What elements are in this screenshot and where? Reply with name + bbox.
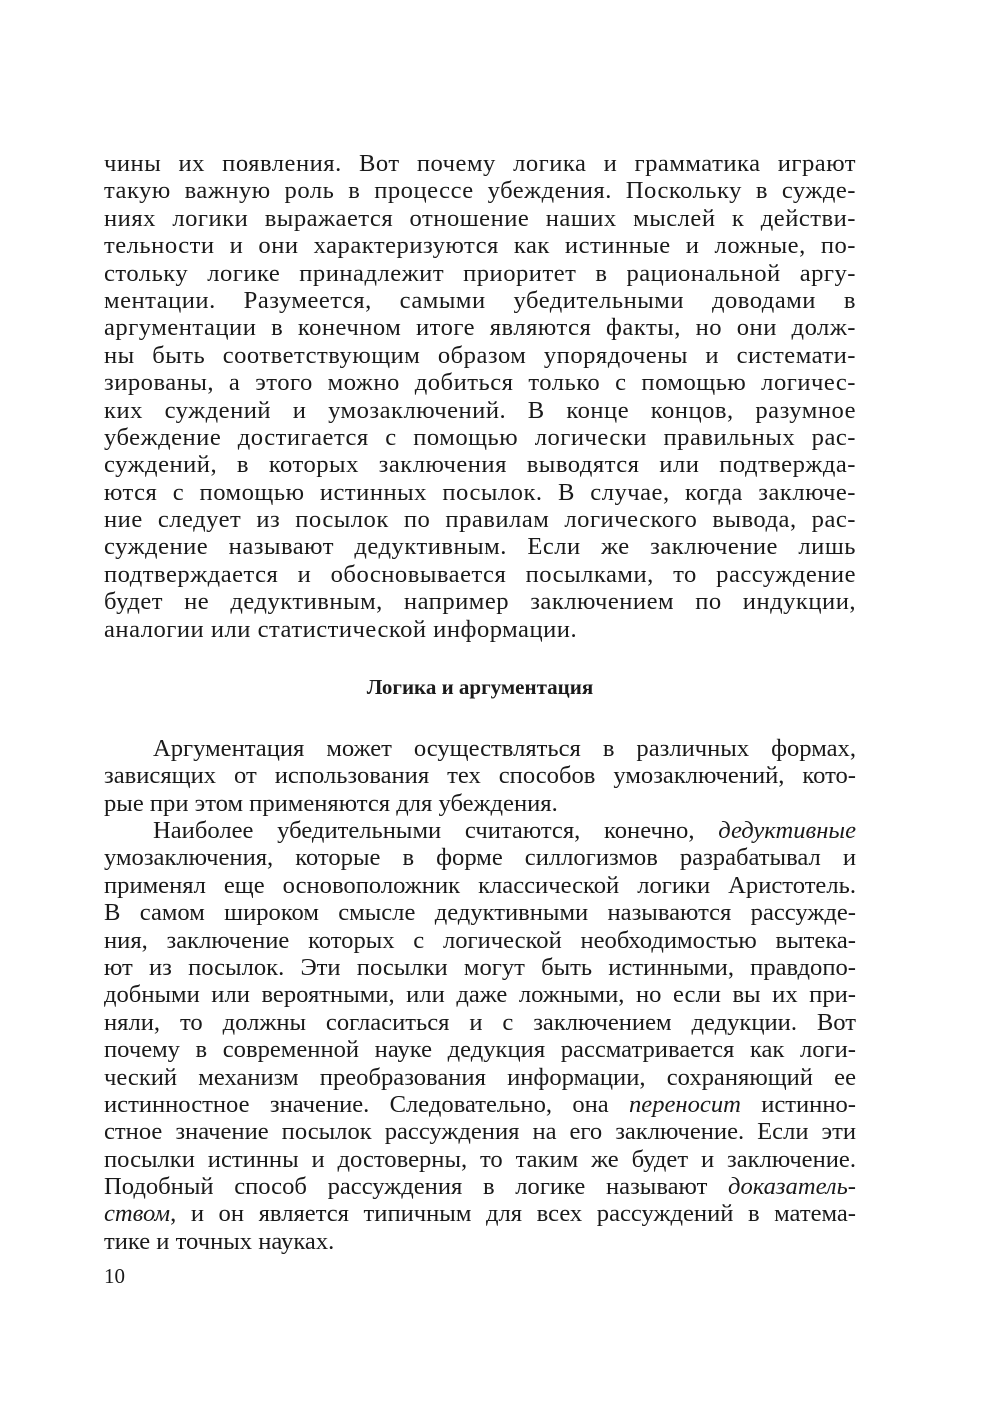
text-line: Аргументация может осуществляться в различных формах, xyxy=(153,735,856,762)
text-line: суждений, в которых заключения выводятся или подтвержда- xyxy=(104,451,856,479)
text-line: тельности и они характеризуются как истинные и ложные, по- xyxy=(104,232,856,260)
text-line: стольку логике принадлежит приоритет в рациональной аргу- xyxy=(104,259,856,287)
text-line: ние следует из посылок по правилам логического вывода, рас- xyxy=(104,506,856,534)
text-line: аргументации в конечном итоге являются факты, но они долж- xyxy=(104,314,856,342)
text-line: ментации. Разумеется, самыми убедительными доводами в xyxy=(104,286,856,314)
text-run: истинностное значение. Следовательно, она xyxy=(104,1090,629,1118)
italic-term: переносит xyxy=(629,1090,741,1118)
text-line: ются с помощью истинных посылок. В случае, когда заключе- xyxy=(104,478,856,506)
text-line: аналогии или статистической информации. xyxy=(104,615,578,643)
text-line: будет не дедуктивным, например заключением по индукции, xyxy=(104,588,856,616)
italic-term: доказатель- xyxy=(728,1173,856,1201)
text-line: убеждение достигается с помощью логически правильных рас- xyxy=(104,423,856,451)
text-line: ния, заключение которых с логической необходимостью вытека- xyxy=(104,926,856,954)
text-line: ческий механизм преобразования информации, сохраняющий ее xyxy=(104,1063,856,1091)
text-line: В самом широком смысле дедуктивными называются рассужде- xyxy=(104,899,856,927)
text-line: ны быть соответствующим образом упорядочены и системати- xyxy=(104,341,856,369)
text-run: Наиболее убедительными считаются, конечно, xyxy=(153,817,719,844)
text-line: ют из посылок. Эти посылки могут быть истинными, правдопо- xyxy=(104,953,856,981)
italic-term: ством xyxy=(104,1200,171,1228)
text-run: , и он является типичным для всех рассуждений в матема- xyxy=(170,1200,856,1228)
text-line xyxy=(104,1091,856,1118)
text-line: добными или вероятными, или даже ложными, но если вы их при- xyxy=(104,981,856,1009)
paragraph-deductive-reasoning xyxy=(104,817,856,1255)
italic-term: дедуктивные xyxy=(718,817,856,844)
intro-paragraph xyxy=(104,150,856,643)
text-line: стное значение посылок рассуждения на его заключение. Если эти xyxy=(104,1118,856,1146)
page-number: 10 xyxy=(104,1264,125,1288)
paragraph-argumentation-forms xyxy=(104,735,856,817)
section-heading: Логика и аргументация xyxy=(366,675,594,699)
text-line: ких суждений и умозаключений. В конце концов, разумное xyxy=(104,396,856,424)
text-line: зависящих от использования тех способов умозаключений, кото- xyxy=(104,762,856,790)
text-line: почему в современной науке дедукция рассматривается как логи- xyxy=(104,1036,856,1064)
text-line: применял еще основоположник классической логики Аристотель. xyxy=(104,871,856,899)
text-line: зированы, а этого можно добиться только с помощью логичес- xyxy=(104,369,856,397)
text-line xyxy=(104,1173,856,1200)
text-line xyxy=(104,817,856,844)
text-line: умозаключения, которые в форме силлогизмов разрабатывал и xyxy=(104,844,856,872)
text-line: такую важную роль в процессе убеждения. Поскольку в сужде- xyxy=(104,177,856,205)
text-line: ниях логики выражается отношение наших мыслей к действи- xyxy=(104,204,856,232)
text-line: суждение называют дедуктивным. Если же заключение лишь xyxy=(104,533,856,561)
text-line: посылки истинны и достоверны, то таким же будет и заключение. xyxy=(104,1145,856,1173)
text-line: тике и точных науках. xyxy=(104,1227,335,1255)
text-run: истинно- xyxy=(740,1090,856,1118)
text-line: чины их появления. Вот почему логика и грамматика играют xyxy=(104,150,856,177)
text-line: подтверждается и обосновывается посылками, то рассуждение xyxy=(104,560,856,588)
text-line: рые при этом применяются для убеждения. xyxy=(104,789,558,817)
text-line xyxy=(104,1200,856,1227)
text-run: Подобный способ рассуждения в логике называют xyxy=(104,1173,728,1201)
text-line: няли, то должны согласиться и с заключением дедукции. Вот xyxy=(104,1008,856,1036)
